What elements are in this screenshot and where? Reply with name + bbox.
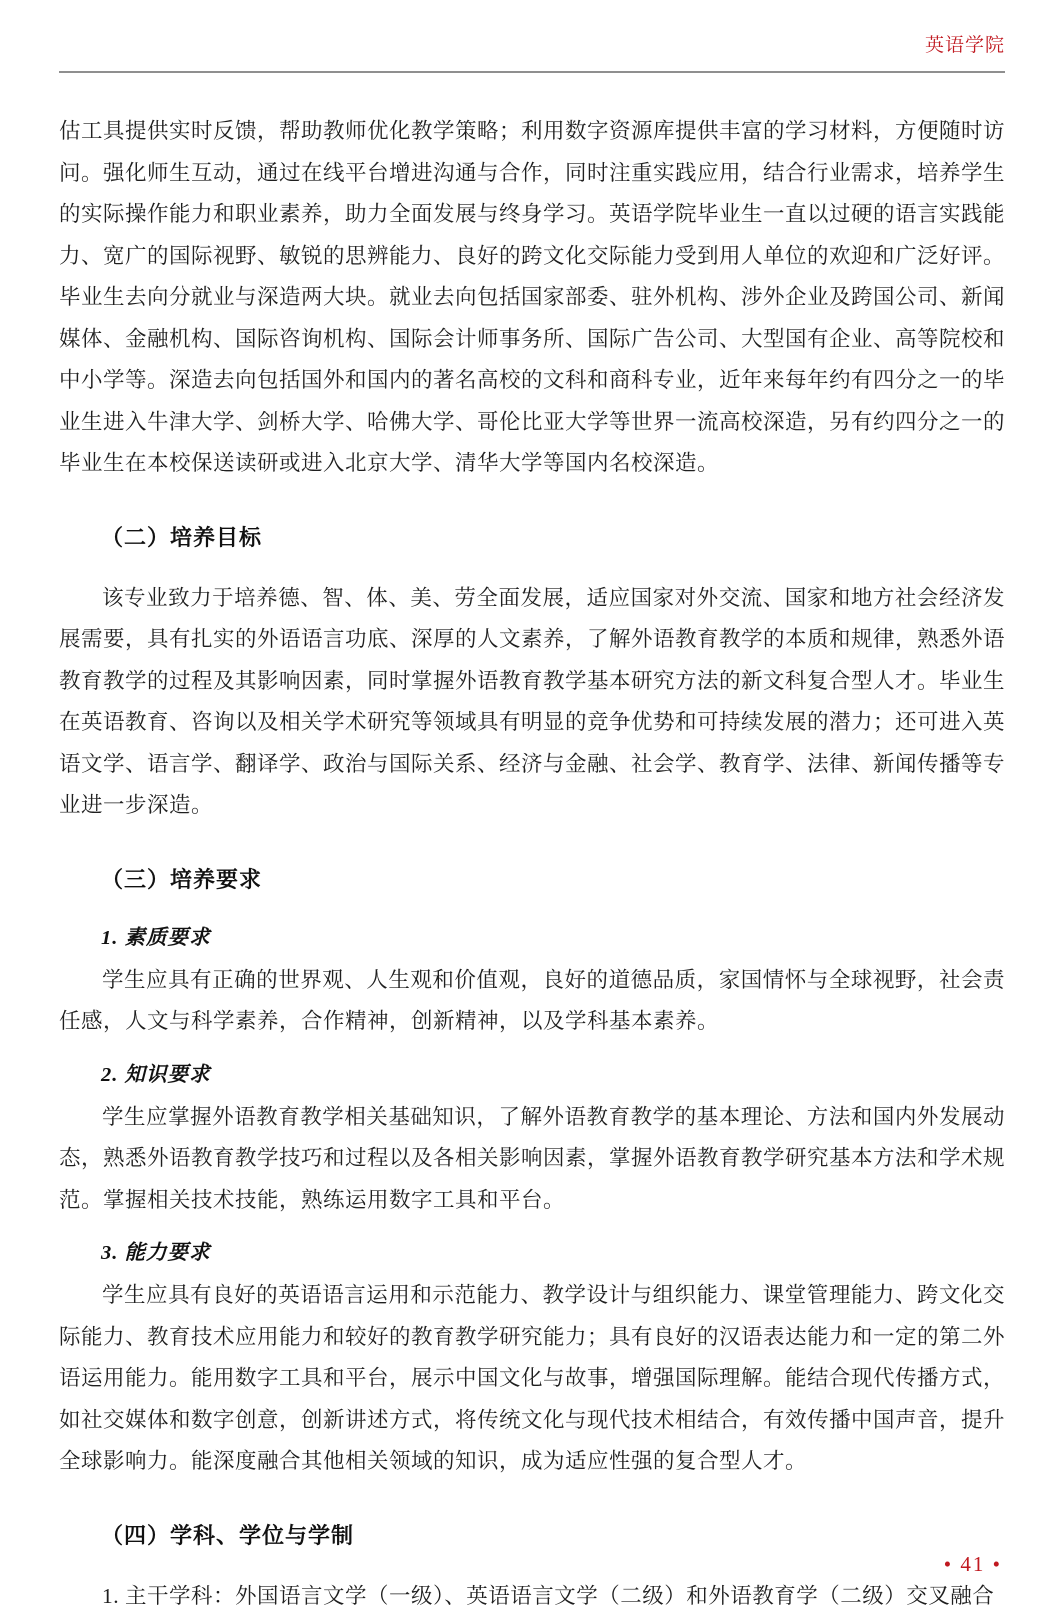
document-body (59, 73, 1005, 1617)
section-heading-training-goal: （二）培养目标 (59, 521, 1005, 552)
paragraph-ability-requirement: 学生应具有良好的英语语言运用和示范能力、教学设计与组织能力、课堂管理能力、跨文化交际能力、教育技术应用能力和较好的教育教学研究能力；具有良好的汉语表达能力和一定的第二外语运用能力。能用数字工具和平台，展示中国文化与故事，增强国际理解。能结合现代传播方式，如社交媒体和数字创意，创新讲述方式，将传统文化与现代技术相结合，有效传播中国声音，提升全球影响力。能深度融合其他相关领域的知识，成为适应性强的复合型人才。 (59, 1275, 1005, 1483)
paragraph-knowledge-requirement: 学生应掌握外语教育教学相关基础知识，了解外语教育教学的基本理论、方法和国内外发展动态，熟悉外语教育教学技巧和过程以及各相关影响因素，掌握外语教育教学研究基本方法和学术规范。掌握相关技术技能，熟练运用数字工具和平台。 (59, 1097, 1005, 1222)
subsection-heading-quality-requirement: 1. 素质要求 (59, 920, 1005, 950)
paragraph-main-disciplines: 1. 主干学科：外国语言文学（一级）、英语语言文学（二级）和外语教育学（二级）交叉融合 (59, 1576, 1005, 1617)
page-footer (944, 1552, 1002, 1577)
section-heading-discipline-degree: （四）学科、学位与学制 (59, 1519, 1005, 1550)
section-heading-training-requirements: （三）培养要求 (59, 863, 1005, 894)
page-number: • 41 • (944, 1552, 1002, 1576)
college-name: 英语学院 (925, 35, 1005, 56)
subsection-heading-knowledge-requirement: 2. 知识要求 (59, 1057, 1005, 1087)
page-header (59, 30, 1005, 71)
paragraph-training-goal: 该专业致力于培养德、智、体、美、劳全面发展，适应国家对外交流、国家和地方社会经济发展需要，具有扎实的外语语言功底、深厚的人文素养，了解外语教育教学的本质和规律，熟悉外语教育教学的过程及其影响因素，同时掌握外语教育教学基本研究方法的新文科复合型人才。毕业生在英语教育、咨询以及相关学术研究等领域具有明显的竞争优势和可持续发展的潜力；还可进入英语文学、语言学、翻译学、政治与国际关系、经济与金融、社会学、教育学、法律、新闻传播等专业进一步深造。 (59, 578, 1005, 827)
paragraph-quality-requirement: 学生应具有正确的世界观、人生观和价值观，良好的道德品质，家国情怀与全球视野，社会责任感，人文与科学素养，合作精神，创新精神，以及学科基本素养。 (59, 960, 1005, 1043)
subsection-heading-ability-requirement: 3. 能力要求 (59, 1235, 1005, 1265)
paragraph-intro-continuation: 估工具提供实时反馈，帮助教师优化教学策略；利用数字资源库提供丰富的学习材料，方便随时访问。强化师生互动，通过在线平台增进沟通与合作，同时注重实践应用，结合行业需求，培养学生的实际操作能力和职业素养，助力全面发展与终身学习。英语学院毕业生一直以过硬的语言实践能力、宽广的国际视野、敏锐的思辨能力、良好的跨文化交际能力受到用人单位的欢迎和广泛好评。毕业生去向分就业与深造两大块。就业去向包括国家部委、驻外机构、涉外企业及跨国公司、新闻媒体、金融机构、国际咨询机构、国际会计师事务所、国际广告公司、大型国有企业、高等院校和中小学等。深造去向包括国外和国内的著名高校的文科和商科专业，近年来每年约有四分之一的毕业生进入牛津大学、剑桥大学、哈佛大学、哥伦比亚大学等世界一流高校深造，另有约四分之一的毕业生在本校保送读研或进入北京大学、清华大学等国内名校深造。 (59, 111, 1005, 485)
